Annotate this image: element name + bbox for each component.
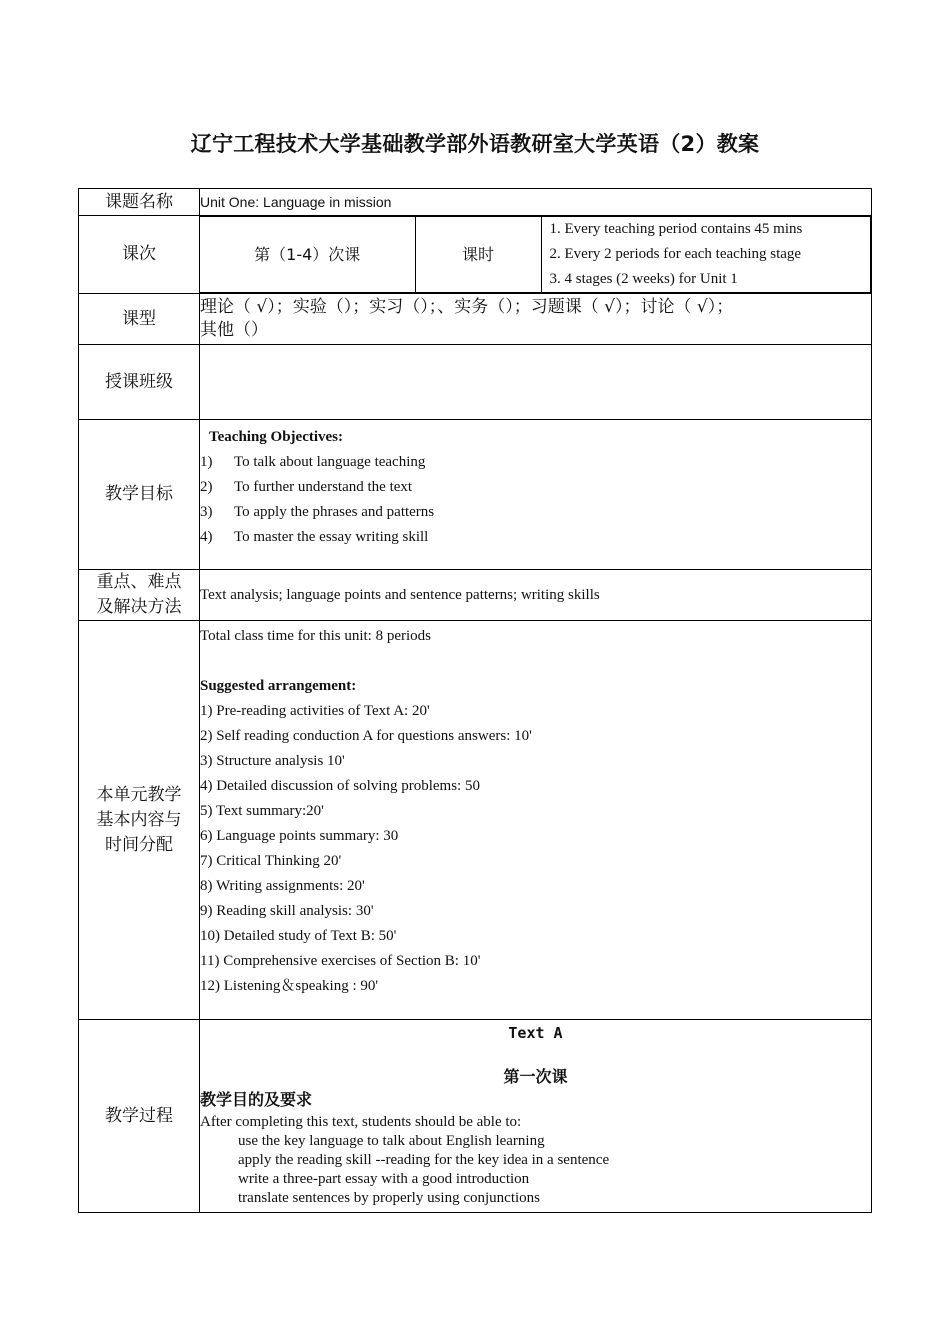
objectives-list <box>200 450 871 550</box>
objectives-heading: Teaching Objectives: <box>209 429 344 445</box>
row-key-points <box>79 570 872 621</box>
row-course-type <box>79 294 872 345</box>
arrangement-item: 4) Detailed discussion of solving problems: 50 <box>200 778 480 794</box>
course-name-label: 课题名称 <box>79 189 200 216</box>
arrangement-item: 11) Comprehensive exercises of Section B: 10' <box>200 953 481 969</box>
objective-item <box>200 475 871 500</box>
lesson-plan-table <box>78 188 872 1213</box>
hours-note: 2. Every 2 periods for each teaching stage <box>549 246 802 262</box>
course-type-line: 其他（） <box>200 320 268 340</box>
key-points-label-line: 及解决方法 <box>96 597 182 617</box>
objective-text: To talk about language teaching <box>234 454 426 470</box>
course-type-label: 课型 <box>79 294 200 345</box>
arrangement-item: 5) Text summary:20' <box>200 803 324 819</box>
course-name-value: Unit One: Language in mission <box>200 189 872 216</box>
objectives-label: 教学目标 <box>79 420 200 570</box>
objective-item <box>200 500 871 525</box>
course-type-value <box>200 294 872 345</box>
arrangement-item: 2) Self reading conduction A for questions answers: 10' <box>200 728 532 744</box>
objective-number: 3) <box>200 504 213 520</box>
row-content <box>79 621 872 1020</box>
arrangement-item: 10) Detailed study of Text B: 50' <box>200 928 397 944</box>
objective-text: To further understand the text <box>234 479 413 495</box>
process-cell <box>200 1020 872 1213</box>
objective-item <box>200 450 871 475</box>
process-list <box>200 1132 871 1208</box>
process-item: use the key language to talk about English learning <box>238 1133 545 1149</box>
key-points-value: Text analysis; language points and sentence patterns; writing skills <box>200 570 872 621</box>
process-item: write a three-part essay with a good introduction <box>238 1171 530 1187</box>
class-label: 授课班级 <box>79 345 200 420</box>
content-label-line: 本单元教学 <box>96 784 182 805</box>
class-value <box>200 345 872 420</box>
hours-note: 1. Every teaching period contains 45 mins <box>549 221 803 237</box>
section-title: 教学目的及要求 <box>200 1090 313 1109</box>
arrangement-item: 8) Writing assignments: 20' <box>200 878 365 894</box>
content-cell <box>200 621 872 1020</box>
session-label: 课次 <box>79 216 200 294</box>
objective-number: 2) <box>200 479 213 495</box>
course-type-line: 理论（ √）；实验（）；实习（）；、实务（）；习题课（ √）；讨论（ √）； <box>200 297 734 317</box>
objective-text: To apply the phrases and patterns <box>234 504 435 520</box>
arrangement-item: 7) Critical Thinking 20' <box>200 853 342 869</box>
lesson-heading: 第一次课 <box>503 1067 568 1086</box>
row-class <box>79 345 872 420</box>
hours-label: 课时 <box>415 217 541 293</box>
arrangement-list <box>200 699 871 999</box>
objectives-cell <box>200 420 872 570</box>
row-process <box>79 1020 872 1213</box>
arrangement-item: 6) Language points summary: 30 <box>200 828 399 844</box>
process-label: 教学过程 <box>79 1020 200 1213</box>
arrangement-item: 9) Reading skill analysis: 30' <box>200 903 374 919</box>
arrangement-item: 12) Listening＆speaking : 90' <box>200 978 379 994</box>
objective-item <box>200 525 871 550</box>
process-item: apply the reading skill --reading for the key idea in a sentence <box>238 1152 610 1168</box>
content-label-line: 基本内容与 <box>96 809 182 830</box>
arrangement-heading: Suggested arrangement: <box>200 678 357 694</box>
content-label <box>79 621 200 1020</box>
page-title: 辽宁工程技术大学基础教学部外语教研室大学英语（2）教案 <box>190 132 760 156</box>
key-points-label <box>79 570 200 621</box>
objective-number: 4) <box>200 529 213 545</box>
text-heading: Text A <box>508 1024 563 1042</box>
key-points-label-line: 重点、难点 <box>96 572 182 592</box>
process-item: translate sentences by properly using conjunctions <box>238 1190 541 1206</box>
hours-note: 3. 4 stages (2 weeks) for Unit 1 <box>549 271 738 287</box>
hours-notes <box>541 217 871 293</box>
objective-text: To master the essay writing skill <box>234 529 429 545</box>
content-total: Total class time for this unit: 8 periods <box>200 628 431 644</box>
row-course-name <box>79 189 872 216</box>
arrangement-item: 1) Pre-reading activities of Text A: 20' <box>200 703 430 719</box>
arrangement-item: 3) Structure analysis 10' <box>200 753 345 769</box>
session-inner-table <box>200 216 871 293</box>
row-objectives <box>79 420 872 570</box>
session-value: 第（1-4）次课 <box>200 217 415 293</box>
row-session <box>79 216 872 294</box>
content-label-line: 时间分配 <box>105 834 173 855</box>
objective-number: 1) <box>200 454 213 470</box>
process-intro: After completing this text, students should be able to: <box>200 1114 522 1130</box>
